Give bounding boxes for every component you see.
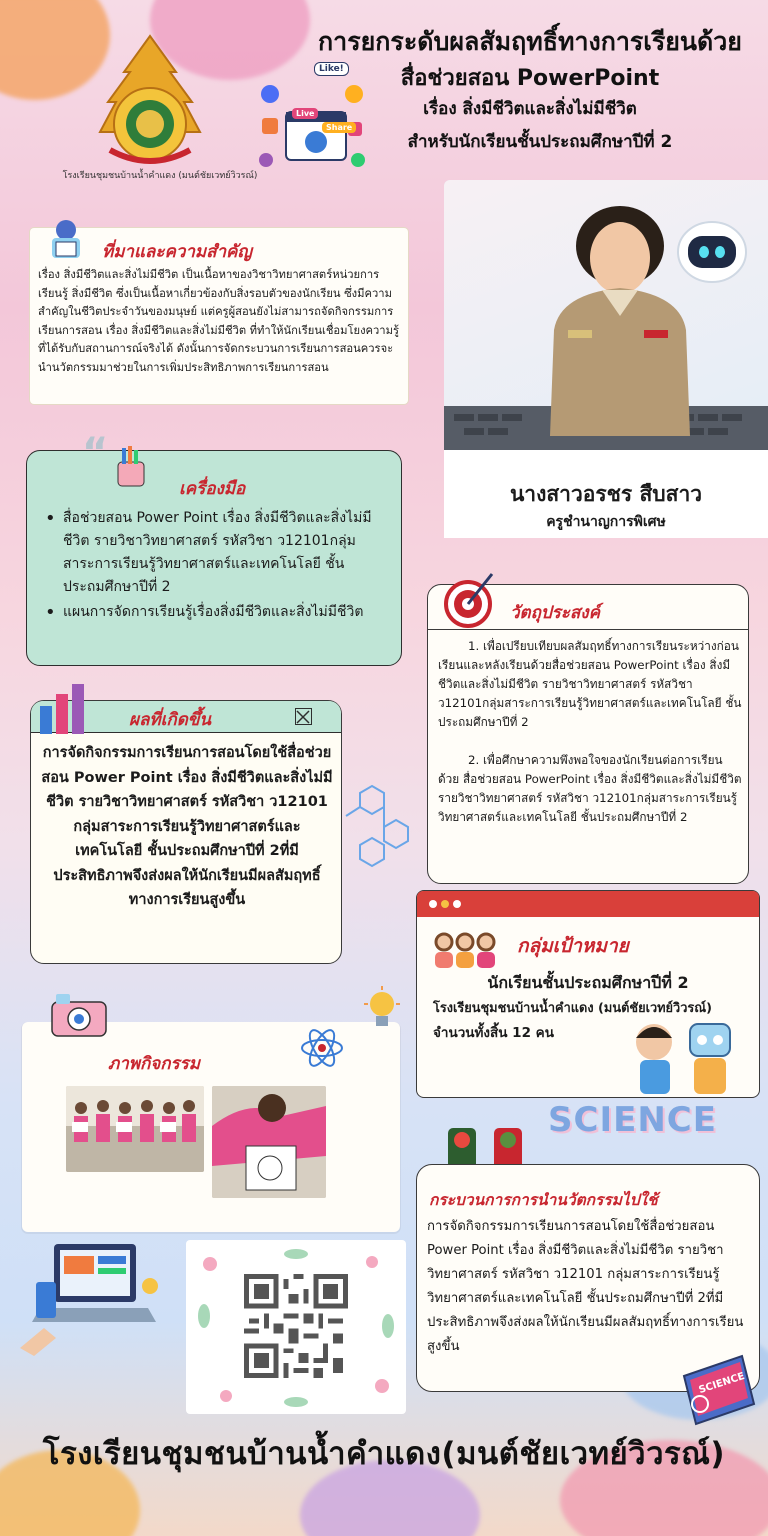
live-badge: Live <box>292 108 318 119</box>
title-line-2: สื่อช่วยสอน PowerPoint <box>400 66 660 91</box>
objectives-card <box>427 584 749 884</box>
teacher-name: นางสาวอรชร สืบสาว <box>509 482 703 506</box>
objective-item-2: 2. เพื่อศึกษาความพึงพอใจของนักเรียนต่อการเรียนด้วย สื่อช่วยสอน PowerPoint เรื่อง สิ่งมีชีวิตและสิ่งไม่มีชีวิต รายวิชาวิทยาศาสตร์ รหัสวิชา ว12101กลุ่มสาระการเรียนรู้วิทยาศาสตร์และเทคโนโลยี ชั้นประถมศึกษาปีที่ 2 <box>438 753 742 824</box>
tools-item: • สื่อช่วยสอน Power Point เรื่อง สิ่งมีชีวิตและสิ่งไม่มีชีวิต รายวิชาวิทยาศาสตร์ รหัสวิชา ว12101กลุ่มสาระการเรียนรู้วิทยาศาสตร์และเทคโนโลยี ชั้นประถมศึกษาปีที่ 2 <box>41 507 381 599</box>
boy-robot-illustration <box>620 1012 746 1098</box>
close-icon[interactable] <box>295 708 312 725</box>
window-dot-red <box>429 900 437 908</box>
teacher-photo <box>540 190 700 436</box>
background-heading: ที่มาและความสำคัญ <box>102 242 252 262</box>
footer-school-name: โรงเรียนชุมชนบ้านน้ำคำแดง(มนต์ชัยเวทย์วิวรณ์) <box>42 1436 726 1472</box>
results-body: การจัดกิจกรรมการเรียนการสอนโดยใช้สื่อช่วยสอน Power Point เรื่อง สิ่งมีชีวิตและสิ่งไม่มีชีวิต รายวิชาวิทยาศาสตร์ รหัสวิชา ว12101 กลุ่มสาระการเรียนรู้วิทยาศาสตร์และเทคโนโลยี ชั้นประถมศึกษาปีที่ 2ที่มีประสิทธิภาพจึงส่งผลให้นักเรียนมีผลสัมฤทธิ์ทางการเรียนสูงขึ้น <box>41 745 333 908</box>
science-label: SCIENCE <box>548 1100 717 1140</box>
book-label: SCIENCE <box>697 1370 747 1397</box>
school-logo <box>80 32 220 182</box>
window-dot-yellow <box>441 900 449 908</box>
pencil-cup-icon <box>108 444 154 488</box>
tools-card <box>26 450 402 666</box>
share-badge: Share <box>322 122 356 133</box>
objectives-heading: วัตถุประสงค์ <box>510 603 600 623</box>
lightbulb-icon <box>360 986 404 1034</box>
target-dart-icon <box>440 568 496 628</box>
like-bubble: Like! <box>314 62 349 76</box>
tools-list <box>41 507 381 626</box>
qr-code[interactable] <box>244 1274 348 1378</box>
title-line-4: สำหรับนักเรียนชั้นประถมศึกษาปีที่ 2 <box>407 132 673 152</box>
background-body: เรื่อง สิ่งมีชีวิตและสิ่งไม่มีชีวิต เป็นเนื้อหาของวิชาวิทยาศาสตร์หน่วยการเรียนรู้ สิ่งมีชีวิต ซึ่งเป็นเนื้อหาเกี่ยวข้องกับสิ่งรอบตัวของนักเรียน ซึ่งมีความสำคัญในชีวิตประจำวันของมนุษย์ แต่ครูผู้สอนยังไม่สามารถจัดกิจกรรมการเรียนการสอน เรื่อง สิ่งมีชีวิตและสิ่งไม่มีชีวิต ที่ทำให้นักเรียนเชื่อมโยงความรู้ที่ได้รับกับสถานการณ์จริงได้ ดังนั้นการจัดกระบวนการเรียนการสอนควรจะนำนวัตกรรมมาช่วยในการเพิ่มประสิทธิภาพการเรียนการสอน <box>38 268 399 374</box>
logo-caption: โรงเรียนชุมชนบ้านน้ำคำแดง (มนต์ชัยเวทย์วิวรณ์) <box>62 171 258 181</box>
bar-chart-icon <box>36 676 92 736</box>
quote-icon: “ <box>82 430 109 476</box>
target-line-3: จำนวนทั้งสิ้น 12 คน <box>433 1025 554 1041</box>
results-heading: ผลที่เกิดขึ้น <box>129 710 211 730</box>
traffic-light-green-lamp <box>454 1132 470 1148</box>
target-heading: กลุ่มเป้าหมาย <box>517 935 629 957</box>
molecule-decoration <box>342 776 426 876</box>
reading-student-icon <box>40 216 92 262</box>
objectives-divider <box>428 629 748 630</box>
target-line-1: นักเรียนชั้นประถมศึกษาปีที่ 2 <box>487 973 689 992</box>
target-line-2: โรงเรียนชุมชนบ้านน้ำคำแดง (มนต์ชัยเวทย์วิวรณ์) <box>433 1001 713 1016</box>
tools-heading: เครื่องมือ <box>179 479 246 499</box>
process-body: การจัดกิจกรรมการเรียนการสอนโดยใช้สื่อช่วยสอน Power Point เรื่อง สิ่งมีชีวิตและสิ่งไม่มีชีวิต รายวิชาวิทยาศาสตร์ รหัสวิชา ว12101 กลุ่มสาระการเรียนรู้วิทยาศาสตร์และเทคโนโลยี ชั้นประถมศึกษาปีที่ 2ที่มีประสิทธิภาพจึงส่งผลให้นักเรียนมีผลสัมฤทธิ์ทางการเรียนสูงขึ้น <box>427 1219 744 1354</box>
process-heading: กระบวนการการนำนวัตกรรมไปใช้ <box>429 1191 658 1209</box>
students-group-icon <box>432 930 498 970</box>
activity-heading: ภาพกิจกรรม <box>108 1054 200 1074</box>
camera-icon <box>50 990 108 1040</box>
window-titlebar <box>417 891 759 917</box>
atom-icon <box>298 1024 346 1072</box>
title-line-3: เรื่อง สิ่งมีชีวิตและสิ่งไม่มีชีวิต <box>423 99 637 119</box>
activity-photo-2 <box>212 1086 326 1198</box>
objective-item-1: 1. เพื่อเปรียบเทียบผลสัมฤทธิ์ทางการเรียนระหว่างก่อนเรียนและหลังเรียนด้วยสื่อช่วยสอน PowerPoint เรื่อง สิ่งมีชีวิตและสิ่งไม่มีชีวิต รายวิชาวิทยาศาสตร์ รหัสวิชา ว12101กลุ่มสาระการเรียนรู้วิทยาศาสตร์และเทคโนโลยี ชั้นประถมศึกษาปีที่ 2 <box>438 639 742 729</box>
traffic-light-red-lamp <box>500 1132 516 1148</box>
results-card <box>30 700 342 964</box>
laptop-illustration <box>16 1238 164 1358</box>
title-line-1: การยกระดับผลสัมฤทธิ์ทางการเรียนด้วย <box>318 27 742 56</box>
tools-item: • แผนการจัดการเรียนรู้เรื่องสิ่งมีชีวิตและสิ่งไม่มีชีวิต <box>41 601 381 624</box>
activity-photo-1 <box>66 1086 204 1172</box>
window-dot-white <box>453 900 461 908</box>
teacher-position: ครูชำนาญการพิเศษ <box>546 514 666 530</box>
